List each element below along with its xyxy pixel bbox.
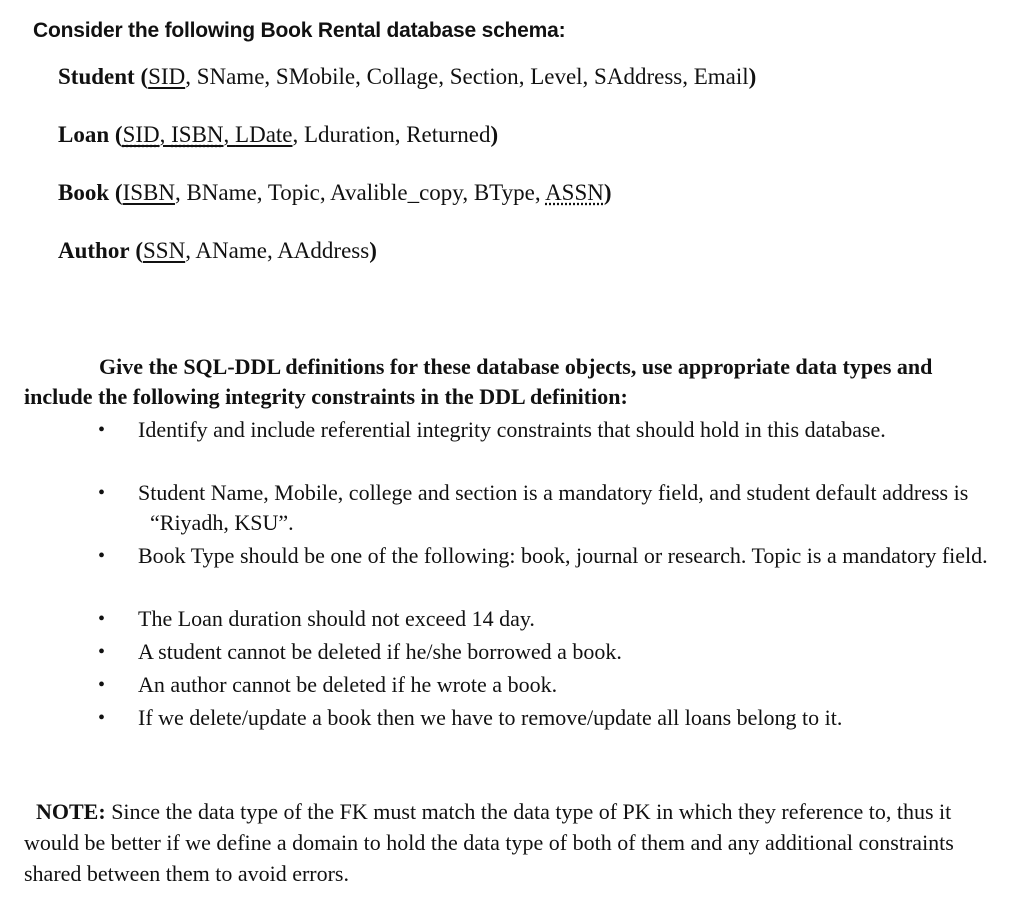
bullet-text: The Loan duration should not exceed 14 day. [138,606,535,631]
bullet-text: Identify and include referential integrity constraints that should hold in this database. [138,417,886,442]
list-item [98,478,1003,538]
attr-isbn: ISBN [122,180,175,205]
attr-aname: AName [195,238,267,263]
attr-returned: Returned [406,122,491,147]
attr-isbn: ISBN [171,122,224,147]
attr-email: Email [693,64,749,89]
schema-author: Author (SSN, AName, AAddress) [58,238,377,263]
list-item [98,415,1003,445]
attr-avalible-copy: Avalible_copy [330,180,463,205]
bullet-icon: • [98,545,106,567]
attr-sid: SID [148,64,186,89]
bullet-text: Student Name, Mobile, college and section is a mandatory field, and student default address is “Riyadh, KSU”. [138,480,969,535]
attr-assn: ASSN [545,180,604,205]
attr-level: Level [530,64,583,89]
table-name: Book [58,180,110,205]
bullet-icon: • [98,641,106,663]
attr-bname: BName [186,180,257,205]
list-item [98,703,1003,733]
schema-loan: Loan (SID, ISBN, LDate, Lduration, Returned) [58,122,499,147]
note-label: NOTE: [36,799,106,824]
attr-ssn: SSN [142,238,186,263]
attr-ldate: LDate [235,122,293,147]
bullet-text: A student cannot be deleted if he/she borrowed a book. [138,639,622,664]
attr-saddress: SAddress [594,64,683,89]
bullet-text: Book Type should be one of the following: book, journal or research. Topic is a mandatory field. [138,543,988,568]
schema-book: Book (ISBN, BName, Topic, Avalible_copy, BType, ASSN) [58,180,612,205]
attr-sname: SName [196,64,265,89]
table-name: Loan [58,122,110,147]
schema-heading: Consider the following Book Rental database schema: [33,19,566,42]
bullet-icon: • [98,674,106,696]
attr-btype: BType [473,180,535,205]
table-name: Author [58,238,130,263]
bullet-icon: • [98,707,106,729]
list-item [98,670,1003,700]
attr-smobile: SMobile [275,64,356,89]
bullet-text: If we delete/update a book then we have to remove/update all loans belong to it. [138,705,843,730]
list-item [98,604,1003,634]
bullet-icon: • [98,482,106,504]
attr-collage: Collage [366,64,439,89]
schema-student: Student (SID, SName, SMobile, Collage, Section, Level, SAddress, Email) [58,64,757,89]
bullet-text: An author cannot be deleted if he wrote a book. [138,672,558,697]
attr-topic: Topic [267,180,320,205]
list-item [98,637,1003,667]
bullet-icon: • [98,419,106,441]
attr-sid: SID [122,122,160,147]
note [24,796,1004,889]
table-name: Student [58,64,135,89]
attr-aaddress: AAddress [277,238,370,263]
note-text: Since the data type of the FK must match the data type of PK in which they reference to, thus it would be better if we define a domain to hold the data type of both of them and any additional constraints shared between them to avoid errors. [24,799,954,886]
instructions: Give the SQL-DDL definitions for these database objects, use appropriate data types and include the following integrity constraints in the DDL definition: [24,354,933,409]
bullet-icon: • [98,608,106,630]
attr-section: Section [449,64,519,89]
list-item [98,541,1003,571]
attr-lduration: Lduration [304,122,395,147]
